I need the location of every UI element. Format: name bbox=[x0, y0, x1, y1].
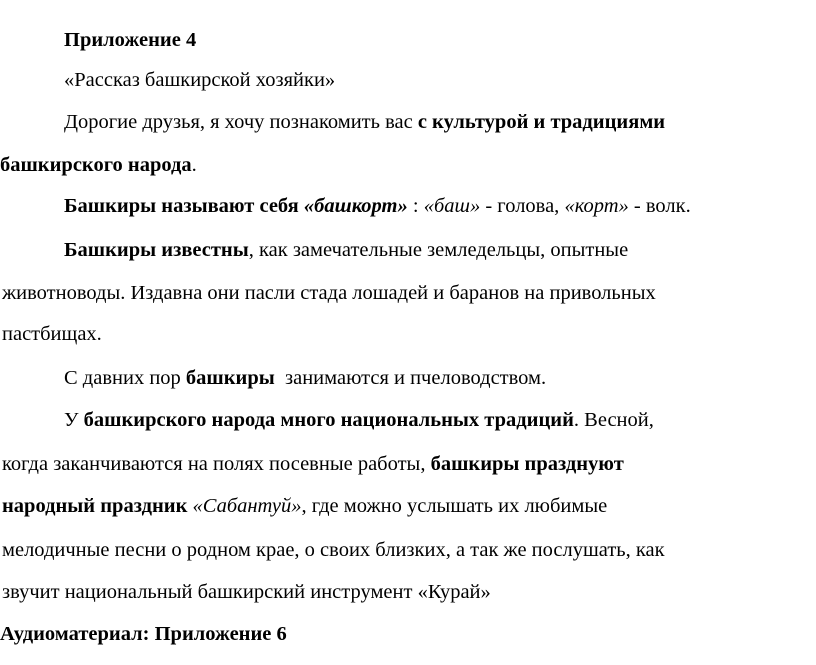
paragraph-traditions-line-2: когда заканчиваются на полях посевные работы, башкиры празднуют bbox=[2, 453, 624, 475]
paragraph-farmers-line-2: животноводы. Издавна они пасли стада лошадей и баранов на привольных bbox=[2, 282, 656, 304]
story-title: «Рассказ башкирской хозяйки» bbox=[64, 69, 336, 91]
paragraph-name-origin: Башкиры называют себя «башкорт» : «баш» - голова, «корт» - волк. bbox=[64, 195, 691, 217]
paragraph-intro-line-1: Дорогие друзья, я хочу познакомить вас с культурой и традициями bbox=[64, 111, 666, 133]
paragraph-traditions-line-1: У башкирского народа много национальных традиций. Весной, bbox=[64, 409, 654, 431]
paragraph-traditions-line-5: звучит национальный башкирский инструмент «Курай» bbox=[2, 581, 491, 603]
paragraph-farmers-line-3: пастбищах. bbox=[2, 323, 102, 345]
paragraph-beekeeping: С давних пор башкиры занимаются и пчеловодством. bbox=[64, 367, 547, 389]
audio-heading: Аудиоматериал: Приложение 6 bbox=[0, 623, 287, 645]
paragraph-traditions-line-4: мелодичные песни о родном крае, о своих близких, а так же послушать, как bbox=[2, 539, 665, 561]
paragraph-intro-line-2: башкирского народа. bbox=[0, 154, 197, 176]
paragraph-farmers-line-1: Башкиры известны, как замечательные земледельцы, опытные bbox=[64, 239, 629, 261]
appendix-heading: Приложение 4 bbox=[64, 29, 197, 51]
paragraph-traditions-line-3: народный праздник «Сабантуй», где можно услышать их любимые bbox=[2, 495, 608, 517]
